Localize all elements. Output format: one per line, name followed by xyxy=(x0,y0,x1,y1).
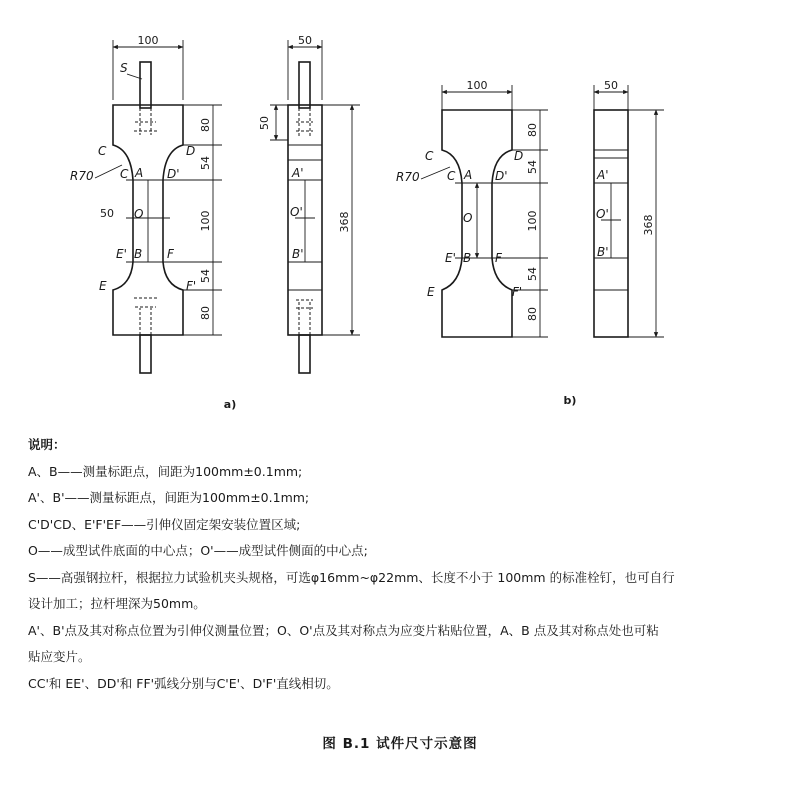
panel-a-rod-label: S xyxy=(120,61,128,75)
panel-a-point-Dp: D' xyxy=(167,167,180,181)
panel-a-side-point-Op: O' xyxy=(290,205,303,219)
panel-b-side-point-Ap: A' xyxy=(597,168,609,182)
panel-b-dim-2: 54 xyxy=(526,160,539,174)
panel-a-point-C: C xyxy=(98,144,107,158)
figure-caption: 图 B.1 试件尺寸示意图 xyxy=(322,736,478,752)
panel-a-side-width-label: 50 xyxy=(298,34,312,47)
panel-b-radius-label: R70 xyxy=(396,170,420,184)
panel-a-point-O: O xyxy=(134,207,144,221)
panel-a-point-B: B xyxy=(134,247,143,261)
panel-a-side-point-Ap: A' xyxy=(292,166,304,180)
notes-heading: 说明： xyxy=(28,437,66,452)
panel-a-point-Cp: C xyxy=(120,167,129,181)
panel-b-point-D: D xyxy=(514,149,524,163)
panel-b-dim-4: 54 xyxy=(526,267,539,281)
note-line-3: C'D'CD、E'F'EF——引伸仪固定架安装位置区域; xyxy=(28,516,301,532)
panel-a-side-top-dim: 50 xyxy=(258,116,271,130)
panel-a-front-view xyxy=(70,34,222,373)
panel-a-radius-label: R70 xyxy=(70,169,94,183)
panel-b-point-E: E xyxy=(427,285,435,299)
note-line-1: A、B——测量标距点，间距为100mm±0.1mm; xyxy=(28,463,303,479)
panel-a-bottom-rod xyxy=(140,335,151,373)
panel-b-point-B: B xyxy=(463,251,472,265)
panel-a-top-rod xyxy=(140,62,151,108)
panel-b-point-O: O xyxy=(463,211,473,225)
panel-a-point-F: F xyxy=(167,247,174,261)
panel-a-center-width-label: 50 xyxy=(100,207,114,220)
panel-b-point-Ep: E' xyxy=(445,251,456,265)
panel-b-dim-1: 80 xyxy=(526,123,539,137)
panel-b-width-label: 100 xyxy=(466,79,488,92)
note-line-6: 设计加工；拉杆埋深为50mm。 xyxy=(28,596,206,611)
panel-b-point-A: A xyxy=(464,168,473,182)
note-line-5: S——高强钢拉杆，根据拉力试验机夹头规格，可选φ16mm~φ22mm、长度不小于 100mm 的标准栓钉，也可自行 xyxy=(28,569,675,585)
panel-b-side-view xyxy=(564,79,664,407)
panel-b-front-view xyxy=(396,79,548,337)
note-line-4: O——成型试件底面的中心点；O'——成型试件侧面的中心点; xyxy=(28,543,368,558)
note-line-8: 贴应变片。 xyxy=(28,649,91,664)
panel-b-point-Cp: C xyxy=(447,169,456,183)
panel-a-dim-5: 80 xyxy=(199,306,212,320)
panel-b-dim-5: 80 xyxy=(526,307,539,321)
panel-b-side-point-Op: O' xyxy=(596,207,609,221)
note-line-2: A'、B'——测量标距点，间距为100mm±0.1mm; xyxy=(28,490,310,505)
panel-a-point-E: E xyxy=(99,279,107,293)
panel-b-side-width-label: 50 xyxy=(604,79,618,92)
panel-a-point-Fp: F' xyxy=(186,279,197,293)
panel-b-side-point-Bp: B' xyxy=(597,245,609,259)
panel-a-total-height: 368 xyxy=(338,211,351,233)
panel-b-point-Fp: F' xyxy=(512,285,523,299)
panel-a-point-D: D xyxy=(186,144,196,158)
panel-a-caption: a) xyxy=(223,398,237,411)
panel-a-dim-1: 80 xyxy=(199,118,212,132)
note-line-7: A'、B'点及其对称点位置为引伸仪测量位置；O、O'点及其对称点为应变片粘贴位置，A、B 点及其对称点处也可粘 xyxy=(28,622,659,638)
panel-b-point-Dp: D' xyxy=(495,169,508,183)
panel-b-total-height: 368 xyxy=(642,214,655,236)
panel-a-point-A: A xyxy=(135,166,144,180)
panel-b-point-C: C xyxy=(425,149,434,163)
panel-a-dim-2: 54 xyxy=(199,156,212,170)
panel-a-point-Ep: E' xyxy=(116,247,127,261)
panel-a-dim-3: 100 xyxy=(199,210,212,232)
notes-section xyxy=(28,432,778,697)
panel-a-side-view xyxy=(224,34,360,411)
panel-a-width-label: 100 xyxy=(137,34,159,47)
panel-b-point-F: F xyxy=(495,251,502,265)
panel-b-dim-3: 100 xyxy=(526,210,539,232)
panel-a-dim-4: 54 xyxy=(199,269,212,283)
panel-a-side-point-Bp: B' xyxy=(292,247,304,261)
panel-b-caption: b) xyxy=(563,394,577,407)
note-line-9: CC'和 EE'、DD'和 FF'弧线分别与C'E'、D'F'直线相切。 xyxy=(28,675,339,691)
